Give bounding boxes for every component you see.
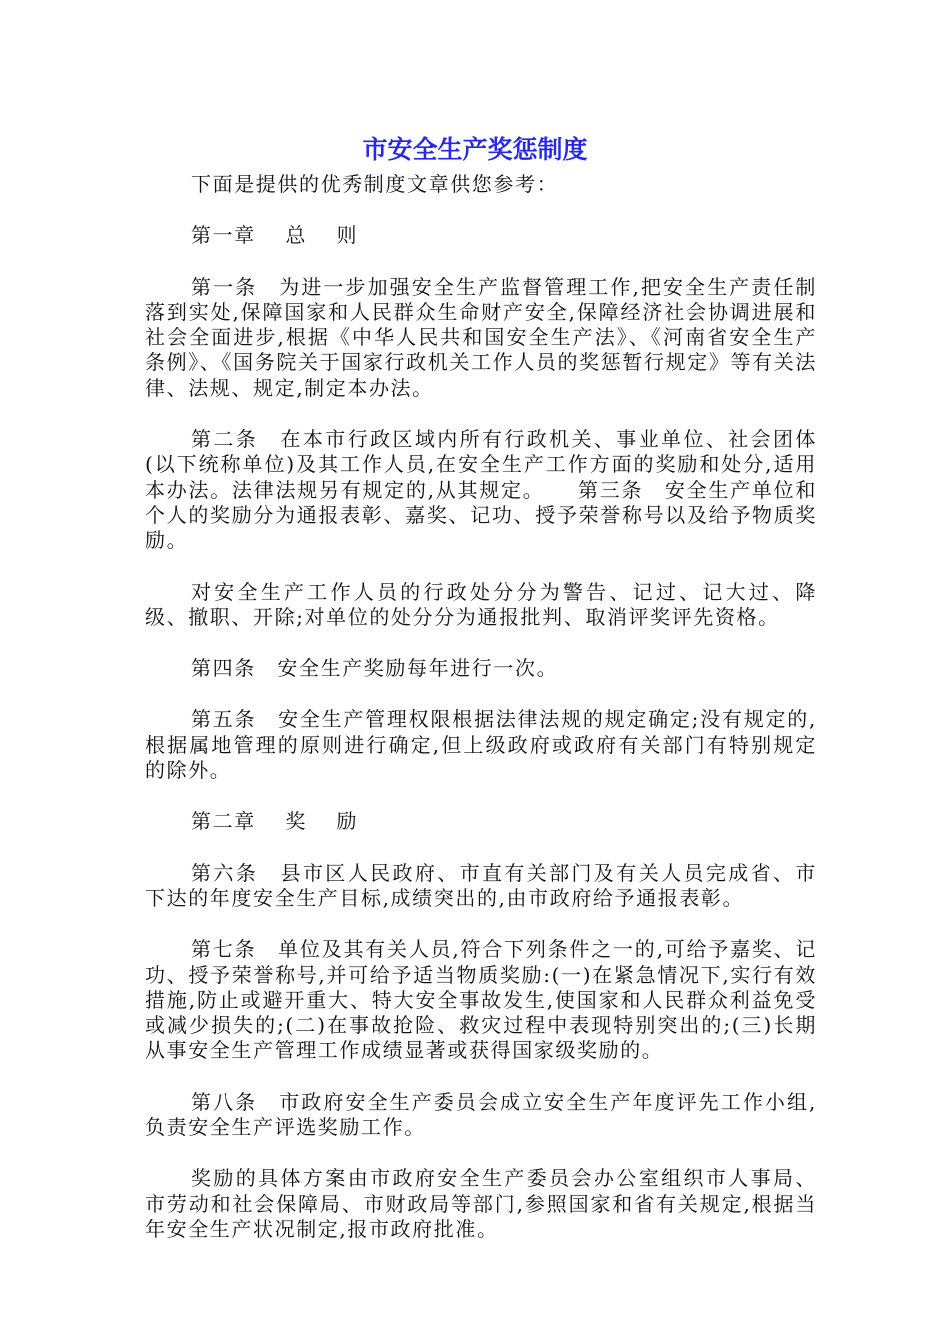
article-7-paragraph: 第七条 单位及其有关人员,符合下列条件之一的,可给予嘉奖、记功、授予荣誉称号,并可给予适当物质奖励:(一)在紧急情况下,实行有效措施,防止或避开重大、特大安全事故发生,使国家和人民群众利益免受或减少损失的;(二)在事故抢险、救灾过程中表现特别突出的;(三)长期从事安全生产管理工作成绩显著或获得国家级奖励的。 bbox=[145, 937, 817, 1063]
chapter-heading-1: 第一章 总 则 bbox=[191, 223, 359, 248]
article-4-paragraph: 第四条 安全生产奖励每年进行一次。 bbox=[191, 656, 559, 681]
document-body bbox=[145, 172, 817, 1268]
document-title: 市安全生产奖惩制度 bbox=[362, 135, 588, 164]
article-8-paragraph: 第八条 市政府安全生产委员会成立安全生产年度评先工作小组,负责安全生产评选奖励工作。 bbox=[145, 1089, 817, 1140]
penalty-paragraph: 对安全生产工作人员的行政处分分为警告、记过、记大过、降级、撤职、开除;对单位的处分分为通报批判、取消评奖评先资格。 bbox=[145, 579, 817, 629]
reward-scheme-paragraph: 奖励的具体方案由市政府安全生产委员会办公室组织市人事局、市劳动和社会保障局、市财政局等部门,参照国家和省有关规定,根据当年安全生产状况制定,报市政府批准。 bbox=[145, 1166, 817, 1241]
article-6-paragraph: 第六条 县市区人民政府、市直有关部门及有关人员完成省、市下达的年度安全生产目标,成绩突出的,由市政府给予通报表彰。 bbox=[145, 860, 817, 910]
article-1-paragraph: 第一条 为进一步加强安全生产监督管理工作,把安全生产责任制落到实处,保障国家和人民群众生命财产安全,保障经济社会协调进展和社会全面进步,根据《中华人民共和国安全生产法》、《河南省安全生产条例》、《国务院关于国家行政机关工作人员的奖惩暂行规定》等有关法律、法规、规定,制定本办法。 bbox=[145, 274, 817, 400]
chapter-heading-2: 第二章 奖 励 bbox=[191, 809, 359, 834]
intro-paragraph: 下面是提供的优秀制度文章供您参考： bbox=[191, 172, 559, 196]
article-2-3-paragraph: 第二条 在本市行政区域内所有行政机关、事业单位、社会团体(以下统称单位)及其工作人员,在安全生产工作方面的奖励和处分,适用本办法。法律法规另有规定的,从其规定。 第三条 安全生产单位和个人的奖励分为通报表彰、嘉奖、记功、授予荣誉称号以及给予物质奖励。 bbox=[145, 427, 817, 553]
article-5-paragraph: 第五条 安全生产管理权限根据法律法规的规定确定;没有规定的,根据属地管理的原则进行确定,但上级政府或政府有关部门有特别规定的除外。 bbox=[145, 707, 817, 783]
